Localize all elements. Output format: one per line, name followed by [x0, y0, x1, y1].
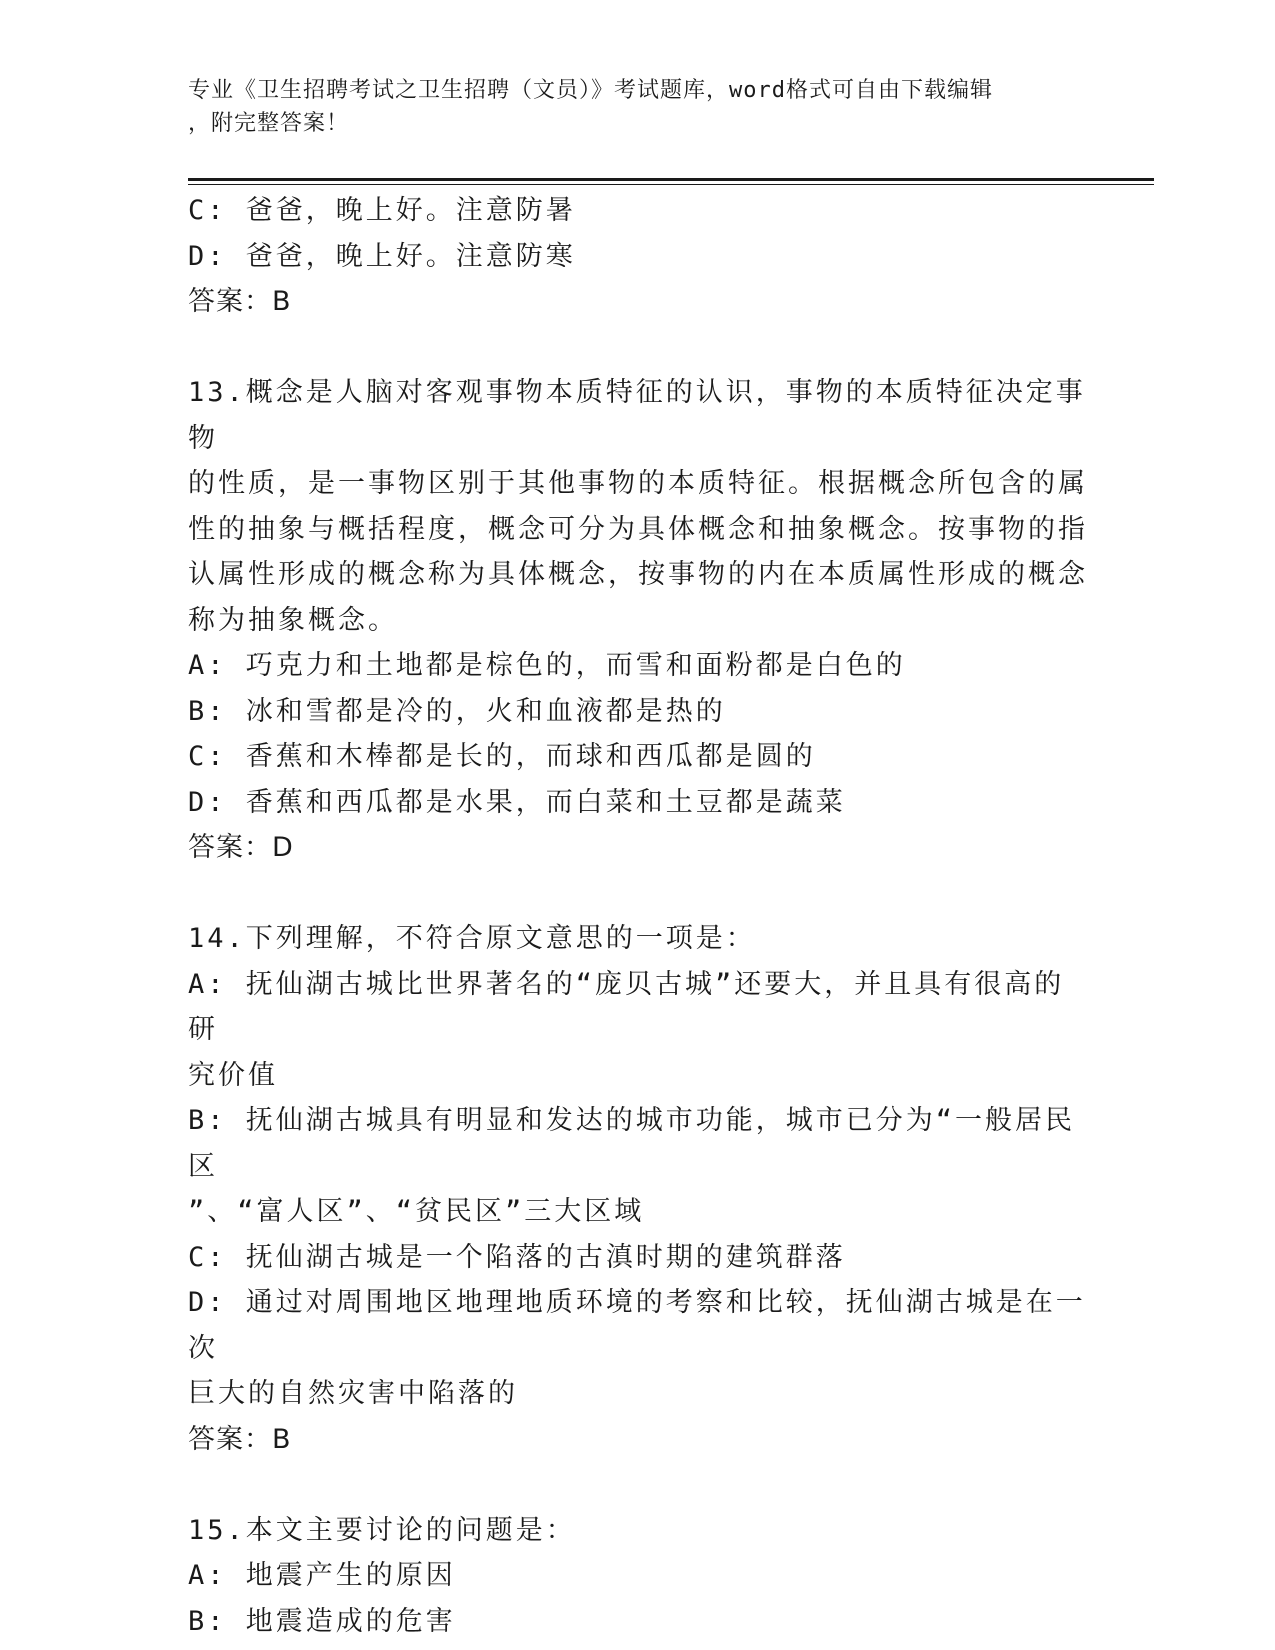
header-line-2: ，附完整答案！: [188, 111, 350, 136]
q13-stem-line: 认属性形成的概念称为具体概念，按事物的内在本质属性形成的概念: [188, 559, 1088, 590]
q13-stem-line: 称为抽象概念。: [188, 604, 398, 636]
header-line-1: 专业《卫生招聘考试之卫生招聘（文员）》考试题库，word格式可自由下载编辑: [188, 78, 993, 103]
q14-option-a-line: A: 抚仙湖古城比世界著名的“庞贝古城”还要大，并且具有很高的研: [188, 968, 1065, 1045]
q12-option-d: D: 爸爸，晚上好。注意防寒: [188, 240, 576, 272]
spacer: [188, 325, 1088, 371]
q12-answer: 答案：B: [188, 286, 292, 317]
q14-option-c: C: 抚仙湖古城是一个陷落的古滇时期的建筑群落: [188, 1241, 846, 1273]
q14-answer: 答案：B: [188, 1423, 292, 1455]
q14-stem: 14.下列理解，不符合原文意思的一项是：: [188, 923, 756, 954]
question-13: [188, 370, 1088, 871]
q13-option-c: C: 香蕉和木棒都是长的，而球和西瓜都是圆的: [188, 741, 816, 772]
q13-stem-line: 13.概念是人脑对客观事物本质特征的认识，事物的本质特征决定事物: [188, 377, 1086, 454]
question-14: [188, 916, 1088, 1462]
question-12-tail: [188, 188, 1088, 325]
document-header: [188, 74, 1088, 140]
document-body: [188, 188, 1088, 1644]
q14-option-b-line: ”、“富人区”、“贫民区”三大区域: [188, 1196, 645, 1227]
question-15: [188, 1508, 1088, 1645]
spacer: [188, 871, 1088, 917]
q13-option-a: A: 巧克力和土地都是棕色的，而雪和面粉都是白色的: [188, 650, 906, 681]
q13-stem-line: 性的抽象与概括程度，概念可分为具体概念和抽象概念。按事物的指: [188, 513, 1088, 545]
q14-option-a-line: 究价值: [188, 1059, 278, 1091]
q13-option-b: B: 冰和雪都是冷的，火和血液都是热的: [188, 695, 726, 727]
q14-option-d-line: 巨大的自然灾害中陷落的: [188, 1378, 518, 1409]
q15-stem: 15.本文主要讨论的问题是：: [188, 1514, 576, 1546]
q15-option-b: B: 地震造成的危害: [188, 1605, 456, 1637]
q14-option-b-line: B: 抚仙湖古城具有明显和发达的城市功能，城市已分为“一般居民区: [188, 1105, 1076, 1182]
q14-option-d-line: D: 通过对周围地区地理地质环境的考察和比较，抚仙湖古城是在一次: [188, 1287, 1086, 1364]
q12-option-c: C: 爸爸，晚上好。注意防暑: [188, 195, 576, 226]
q13-stem-line: 的性质，是一事物区别于其他事物的本质特征。根据概念所包含的属: [188, 468, 1088, 499]
header-divider-thick: [188, 178, 1154, 181]
q13-option-d: D: 香蕉和西瓜都是水果，而白菜和土豆都是蔬菜: [188, 786, 846, 818]
header-divider-thin: [188, 184, 1154, 185]
q13-answer: 答案：D: [188, 832, 294, 863]
spacer: [188, 1462, 1088, 1508]
q15-option-a: A: 地震产生的原因: [188, 1560, 456, 1591]
